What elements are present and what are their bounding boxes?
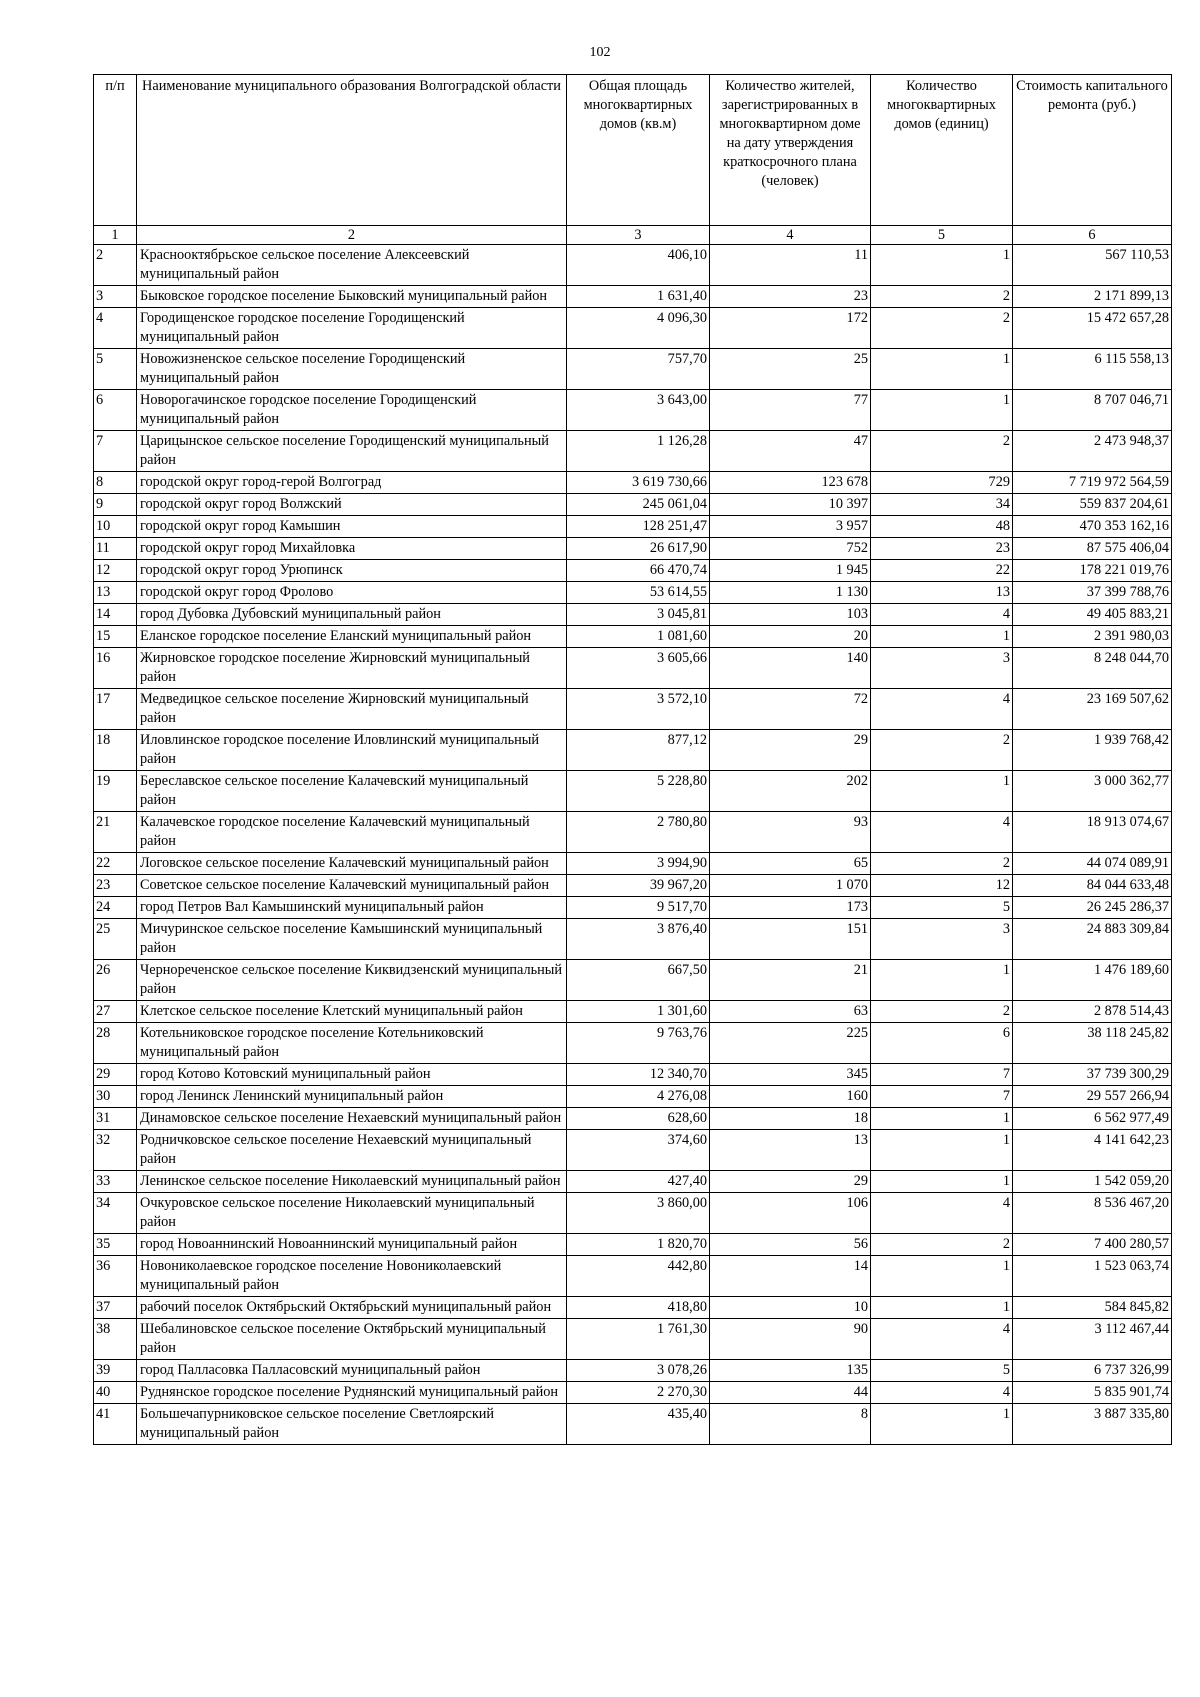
row-area: 374,60 (567, 1130, 710, 1171)
table-row (94, 730, 1172, 771)
row-cost: 3 112 467,44 (1013, 1319, 1172, 1360)
row-houses: 1 (871, 1404, 1013, 1445)
row-area: 128 251,47 (567, 516, 710, 538)
table-row (94, 494, 1172, 516)
row-index: 22 (94, 853, 137, 875)
page-number: 102 (589, 45, 611, 60)
column-number: 1 (94, 226, 137, 245)
row-residents: 1 945 (710, 560, 871, 582)
row-cost: 6 737 326,99 (1013, 1360, 1172, 1382)
table-row (94, 390, 1172, 431)
row-houses: 3 (871, 648, 1013, 689)
row-cost: 1 542 059,20 (1013, 1171, 1172, 1193)
row-index: 34 (94, 1193, 137, 1234)
row-residents: 3 957 (710, 516, 871, 538)
row-houses: 1 (871, 1171, 1013, 1193)
row-index: 21 (94, 812, 137, 853)
table-header (94, 75, 1172, 245)
row-houses: 4 (871, 1319, 1013, 1360)
row-name: городской округ город Камышин (137, 516, 567, 538)
row-residents: 56 (710, 1234, 871, 1256)
row-index: 5 (94, 349, 137, 390)
table-row (94, 771, 1172, 812)
row-area: 9 763,76 (567, 1023, 710, 1064)
row-index: 25 (94, 919, 137, 960)
row-area: 2 270,30 (567, 1382, 710, 1404)
table-row (94, 1171, 1172, 1193)
row-area: 66 470,74 (567, 560, 710, 582)
row-area: 3 045,81 (567, 604, 710, 626)
row-name: Быковское городское поселение Быковский муниципальный район (137, 286, 567, 308)
row-residents: 14 (710, 1256, 871, 1297)
row-houses: 4 (871, 1382, 1013, 1404)
header-cost: Стоимость капитального ремонта (руб.) (1013, 75, 1172, 226)
row-index: 8 (94, 472, 137, 494)
row-index: 26 (94, 960, 137, 1001)
table-row (94, 431, 1172, 472)
table-row (94, 875, 1172, 897)
table-row (94, 308, 1172, 349)
row-cost: 87 575 406,04 (1013, 538, 1172, 560)
table-row (94, 1086, 1172, 1108)
table-row (94, 626, 1172, 648)
row-name: Чернореченское сельское поселение Киквидзенский муниципальный район (137, 960, 567, 1001)
row-houses: 34 (871, 494, 1013, 516)
row-index: 13 (94, 582, 137, 604)
row-area: 3 860,00 (567, 1193, 710, 1234)
column-number: 3 (567, 226, 710, 245)
row-houses: 4 (871, 604, 1013, 626)
row-cost: 178 221 019,76 (1013, 560, 1172, 582)
row-cost: 37 399 788,76 (1013, 582, 1172, 604)
row-houses: 7 (871, 1064, 1013, 1086)
table-row (94, 516, 1172, 538)
table-row (94, 582, 1172, 604)
row-houses: 2 (871, 1234, 1013, 1256)
row-index: 16 (94, 648, 137, 689)
row-index: 30 (94, 1086, 137, 1108)
row-cost: 26 245 286,37 (1013, 897, 1172, 919)
row-cost: 7 719 972 564,59 (1013, 472, 1172, 494)
row-cost: 5 835 901,74 (1013, 1382, 1172, 1404)
row-area: 435,40 (567, 1404, 710, 1445)
row-name: Мичуринское сельское поселение Камышинский муниципальный район (137, 919, 567, 960)
row-houses: 5 (871, 897, 1013, 919)
row-residents: 29 (710, 1171, 871, 1193)
row-houses: 1 (871, 245, 1013, 286)
row-cost: 6 115 558,13 (1013, 349, 1172, 390)
row-cost: 2 171 899,13 (1013, 286, 1172, 308)
row-area: 1 301,60 (567, 1001, 710, 1023)
row-area: 26 617,90 (567, 538, 710, 560)
row-name: рабочий поселок Октябрьский Октябрьский муниципальный район (137, 1297, 567, 1319)
row-cost: 559 837 204,61 (1013, 494, 1172, 516)
row-cost: 29 557 266,94 (1013, 1086, 1172, 1108)
row-cost: 1 939 768,42 (1013, 730, 1172, 771)
row-residents: 47 (710, 431, 871, 472)
row-index: 18 (94, 730, 137, 771)
row-index: 17 (94, 689, 137, 730)
table-row (94, 1064, 1172, 1086)
row-cost: 1 523 063,74 (1013, 1256, 1172, 1297)
row-name: Медведицкое сельское поселение Жирновский муниципальный район (137, 689, 567, 730)
row-cost: 567 110,53 (1013, 245, 1172, 286)
row-residents: 90 (710, 1319, 871, 1360)
data-table (93, 74, 1172, 1445)
row-residents: 20 (710, 626, 871, 648)
row-name: городской округ город-герой Волгоград (137, 472, 567, 494)
row-area: 3 643,00 (567, 390, 710, 431)
row-index: 15 (94, 626, 137, 648)
row-area: 39 967,20 (567, 875, 710, 897)
row-area: 12 340,70 (567, 1064, 710, 1086)
row-residents: 44 (710, 1382, 871, 1404)
row-index: 11 (94, 538, 137, 560)
row-area: 628,60 (567, 1108, 710, 1130)
header-area: Общая площадь многоквартирных домов (кв.м) (567, 75, 710, 226)
row-houses: 3 (871, 919, 1013, 960)
row-index: 36 (94, 1256, 137, 1297)
row-name: Советское сельское поселение Калачевский муниципальный район (137, 875, 567, 897)
row-houses: 1 (871, 771, 1013, 812)
row-name: город Котово Котовский муниципальный район (137, 1064, 567, 1086)
table-row (94, 1108, 1172, 1130)
row-area: 3 994,90 (567, 853, 710, 875)
row-area: 3 605,66 (567, 648, 710, 689)
row-index: 19 (94, 771, 137, 812)
row-index: 12 (94, 560, 137, 582)
row-cost: 2 391 980,03 (1013, 626, 1172, 648)
table-row (94, 897, 1172, 919)
row-index: 9 (94, 494, 137, 516)
row-residents: 63 (710, 1001, 871, 1023)
row-index: 41 (94, 1404, 137, 1445)
row-name: Береславское сельское поселение Калачевский муниципальный район (137, 771, 567, 812)
row-cost: 584 845,82 (1013, 1297, 1172, 1319)
row-area: 4 096,30 (567, 308, 710, 349)
row-name: Новониколаевское городское поселение Новониколаевский муниципальный район (137, 1256, 567, 1297)
row-cost: 44 074 089,91 (1013, 853, 1172, 875)
row-index: 33 (94, 1171, 137, 1193)
row-residents: 13 (710, 1130, 871, 1171)
row-houses: 1 (871, 1108, 1013, 1130)
table-row (94, 349, 1172, 390)
row-index: 3 (94, 286, 137, 308)
table-row (94, 245, 1172, 286)
row-houses: 2 (871, 308, 1013, 349)
row-name: Котельниковское городское поселение Котельниковский муниципальный район (137, 1023, 567, 1064)
column-number-row (94, 226, 1172, 245)
row-area: 4 276,08 (567, 1086, 710, 1108)
row-index: 2 (94, 245, 137, 286)
row-houses: 2 (871, 853, 1013, 875)
row-name: Царицынское сельское поселение Городищенский муниципальный район (137, 431, 567, 472)
row-residents: 123 678 (710, 472, 871, 494)
table-row (94, 648, 1172, 689)
row-name: город Новоаннинский Новоаннинский муниципальный район (137, 1234, 567, 1256)
table-row (94, 1319, 1172, 1360)
row-houses: 1 (871, 1297, 1013, 1319)
row-name: городской округ город Фролово (137, 582, 567, 604)
row-area: 3 876,40 (567, 919, 710, 960)
row-area: 667,50 (567, 960, 710, 1001)
row-area: 1 081,60 (567, 626, 710, 648)
table-row (94, 560, 1172, 582)
row-residents: 1 130 (710, 582, 871, 604)
table-row (94, 538, 1172, 560)
row-cost: 18 913 074,67 (1013, 812, 1172, 853)
row-cost: 6 562 977,49 (1013, 1108, 1172, 1130)
row-area: 1 126,28 (567, 431, 710, 472)
row-area: 1 631,40 (567, 286, 710, 308)
table-row (94, 286, 1172, 308)
row-residents: 135 (710, 1360, 871, 1382)
row-index: 29 (94, 1064, 137, 1086)
row-area: 418,80 (567, 1297, 710, 1319)
row-houses: 1 (871, 1256, 1013, 1297)
row-houses: 2 (871, 286, 1013, 308)
row-residents: 140 (710, 648, 871, 689)
row-index: 28 (94, 1023, 137, 1064)
table-row (94, 1297, 1172, 1319)
row-index: 38 (94, 1319, 137, 1360)
table-row (94, 960, 1172, 1001)
table-row (94, 1193, 1172, 1234)
row-residents: 8 (710, 1404, 871, 1445)
table-row (94, 1023, 1172, 1064)
row-name: Динамовское сельское поселение Нехаевский муниципальный район (137, 1108, 567, 1130)
row-houses: 1 (871, 390, 1013, 431)
row-cost: 470 353 162,16 (1013, 516, 1172, 538)
column-number: 6 (1013, 226, 1172, 245)
row-index: 24 (94, 897, 137, 919)
row-name: городской округ город Волжский (137, 494, 567, 516)
row-area: 1 761,30 (567, 1319, 710, 1360)
row-index: 7 (94, 431, 137, 472)
row-area: 5 228,80 (567, 771, 710, 812)
row-area: 53 614,55 (567, 582, 710, 604)
row-houses: 4 (871, 689, 1013, 730)
row-residents: 25 (710, 349, 871, 390)
row-residents: 160 (710, 1086, 871, 1108)
row-name: городской округ город Урюпинск (137, 560, 567, 582)
row-name: город Петров Вал Камышинский муниципальный район (137, 897, 567, 919)
row-name: Очкуровское сельское поселение Николаевский муниципальный район (137, 1193, 567, 1234)
row-area: 877,12 (567, 730, 710, 771)
row-residents: 11 (710, 245, 871, 286)
table-row (94, 472, 1172, 494)
table-row (94, 604, 1172, 626)
row-area: 2 780,80 (567, 812, 710, 853)
row-index: 39 (94, 1360, 137, 1382)
row-cost: 8 536 467,20 (1013, 1193, 1172, 1234)
row-houses: 2 (871, 431, 1013, 472)
row-houses: 1 (871, 960, 1013, 1001)
row-residents: 10 397 (710, 494, 871, 516)
row-residents: 752 (710, 538, 871, 560)
row-area: 757,70 (567, 349, 710, 390)
row-houses: 22 (871, 560, 1013, 582)
row-houses: 2 (871, 730, 1013, 771)
row-area: 442,80 (567, 1256, 710, 1297)
header-residents: Количество жителей, зарегистрированных в многоквартирном доме на дату утверждения краткосрочного плана (человек) (710, 75, 871, 226)
table-row (94, 812, 1172, 853)
row-name: Калачевское городское поселение Калачевский муниципальный район (137, 812, 567, 853)
row-name: Городищенское городское поселение Городищенский муниципальный район (137, 308, 567, 349)
row-residents: 173 (710, 897, 871, 919)
row-index: 10 (94, 516, 137, 538)
row-name: Родничковское сельское поселение Нехаевский муниципальный район (137, 1130, 567, 1171)
row-cost: 23 169 507,62 (1013, 689, 1172, 730)
row-index: 35 (94, 1234, 137, 1256)
row-houses: 1 (871, 349, 1013, 390)
row-index: 23 (94, 875, 137, 897)
row-houses: 4 (871, 1193, 1013, 1234)
row-houses: 1 (871, 1130, 1013, 1171)
column-number: 5 (871, 226, 1013, 245)
row-name: город Ленинск Ленинский муниципальный район (137, 1086, 567, 1108)
row-name: Жирновское городское поселение Жирновский муниципальный район (137, 648, 567, 689)
row-name: Новожизненское сельское поселение Городищенский муниципальный район (137, 349, 567, 390)
table-row (94, 919, 1172, 960)
row-cost: 4 141 642,23 (1013, 1130, 1172, 1171)
row-residents: 225 (710, 1023, 871, 1064)
row-houses: 48 (871, 516, 1013, 538)
row-residents: 65 (710, 853, 871, 875)
row-index: 31 (94, 1108, 137, 1130)
row-residents: 77 (710, 390, 871, 431)
column-number: 4 (710, 226, 871, 245)
row-cost: 3 887 335,80 (1013, 1404, 1172, 1445)
row-area: 3 078,26 (567, 1360, 710, 1382)
row-cost: 38 118 245,82 (1013, 1023, 1172, 1064)
table-row (94, 1382, 1172, 1404)
row-index: 32 (94, 1130, 137, 1171)
row-name: Иловлинское городское поселение Иловлинский муниципальный район (137, 730, 567, 771)
column-number: 2 (137, 226, 567, 245)
header-name: Наименование муниципального образования Волгоградской области (137, 75, 567, 226)
row-area: 406,10 (567, 245, 710, 286)
row-name: Большечапурниковское сельское поселение Светлоярский муниципальный район (137, 1404, 567, 1445)
row-cost: 7 400 280,57 (1013, 1234, 1172, 1256)
row-area: 9 517,70 (567, 897, 710, 919)
row-cost: 84 044 633,48 (1013, 875, 1172, 897)
row-cost: 15 472 657,28 (1013, 308, 1172, 349)
row-index: 14 (94, 604, 137, 626)
row-name: Еланское городское поселение Еланский муниципальный район (137, 626, 567, 648)
table-row (94, 1256, 1172, 1297)
row-residents: 21 (710, 960, 871, 1001)
header-houses: Количество многоквартирных домов (единиц) (871, 75, 1013, 226)
row-area: 3 572,10 (567, 689, 710, 730)
table-row (94, 1234, 1172, 1256)
row-residents: 93 (710, 812, 871, 853)
row-cost: 2 878 514,43 (1013, 1001, 1172, 1023)
row-residents: 18 (710, 1108, 871, 1130)
row-index: 4 (94, 308, 137, 349)
row-residents: 1 070 (710, 875, 871, 897)
row-name: Клетское сельское поселение Клетский муниципальный район (137, 1001, 567, 1023)
row-index: 40 (94, 1382, 137, 1404)
row-residents: 72 (710, 689, 871, 730)
row-residents: 202 (710, 771, 871, 812)
row-residents: 172 (710, 308, 871, 349)
row-name: городской округ город Михайловка (137, 538, 567, 560)
row-name: город Палласовка Палласовский муниципальный район (137, 1360, 567, 1382)
row-name: Новорогачинское городское поселение Городищенский муниципальный район (137, 390, 567, 431)
row-residents: 29 (710, 730, 871, 771)
table-row (94, 853, 1172, 875)
row-houses: 12 (871, 875, 1013, 897)
row-cost: 49 405 883,21 (1013, 604, 1172, 626)
row-houses: 1 (871, 626, 1013, 648)
row-area: 3 619 730,66 (567, 472, 710, 494)
table-row (94, 1404, 1172, 1445)
row-residents: 10 (710, 1297, 871, 1319)
row-name: Шебалиновское сельское поселение Октябрьский муниципальный район (137, 1319, 567, 1360)
row-houses: 23 (871, 538, 1013, 560)
header-index: п/п (94, 75, 137, 226)
table-row (94, 1360, 1172, 1382)
row-cost: 1 476 189,60 (1013, 960, 1172, 1001)
row-name: Ленинское сельское поселение Николаевский муниципальный район (137, 1171, 567, 1193)
row-houses: 7 (871, 1086, 1013, 1108)
row-houses: 13 (871, 582, 1013, 604)
row-name: Руднянское городское поселение Руднянский муниципальный район (137, 1382, 567, 1404)
row-cost: 24 883 309,84 (1013, 919, 1172, 960)
row-cost: 3 000 362,77 (1013, 771, 1172, 812)
table-row (94, 1130, 1172, 1171)
row-area: 427,40 (567, 1171, 710, 1193)
table-body (94, 245, 1172, 1445)
row-residents: 103 (710, 604, 871, 626)
row-houses: 4 (871, 812, 1013, 853)
row-houses: 2 (871, 1001, 1013, 1023)
row-houses: 5 (871, 1360, 1013, 1382)
table-row (94, 689, 1172, 730)
row-cost: 2 473 948,37 (1013, 431, 1172, 472)
row-houses: 729 (871, 472, 1013, 494)
row-cost: 8 248 044,70 (1013, 648, 1172, 689)
row-houses: 6 (871, 1023, 1013, 1064)
row-residents: 151 (710, 919, 871, 960)
row-index: 37 (94, 1297, 137, 1319)
row-name: Логовское сельское поселение Калачевский муниципальный район (137, 853, 567, 875)
row-index: 27 (94, 1001, 137, 1023)
row-residents: 106 (710, 1193, 871, 1234)
row-cost: 8 707 046,71 (1013, 390, 1172, 431)
row-index: 6 (94, 390, 137, 431)
row-cost: 37 739 300,29 (1013, 1064, 1172, 1086)
row-name: город Дубовка Дубовский муниципальный район (137, 604, 567, 626)
row-residents: 345 (710, 1064, 871, 1086)
row-residents: 23 (710, 286, 871, 308)
header-row (94, 75, 1172, 226)
table-row (94, 1001, 1172, 1023)
row-name: Краснооктябрьское сельское поселение Алексеевский муниципальный район (137, 245, 567, 286)
row-area: 245 061,04 (567, 494, 710, 516)
row-area: 1 820,70 (567, 1234, 710, 1256)
